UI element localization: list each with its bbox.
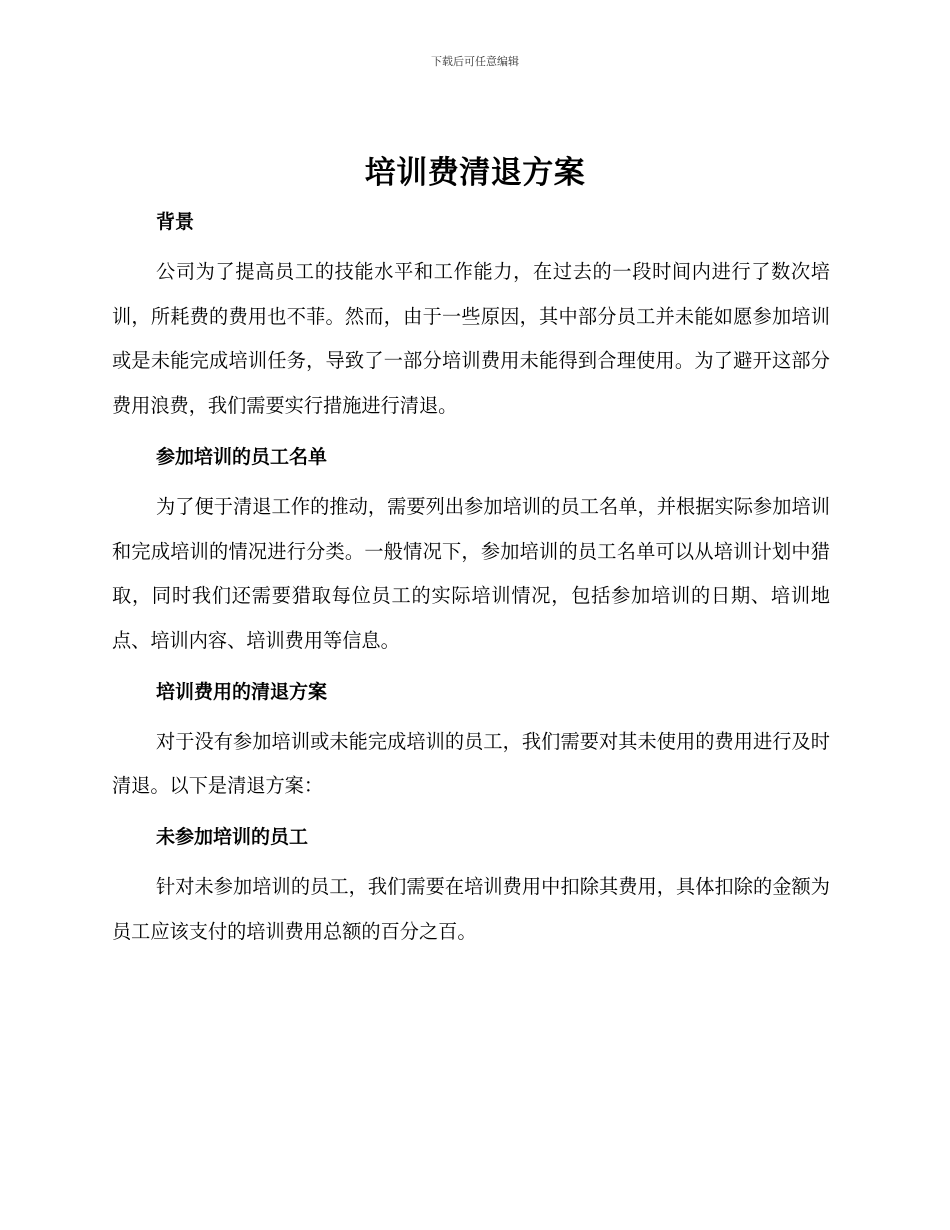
section-refund-plan [112, 670, 830, 809]
section-paragraph: 针对未参加培训的员工，我们需要在培训费用中扣除其费用，具体扣除的金额为员工应该支付的培训费用总额的百分之百。 [112, 875, 830, 943]
section-paragraph: 公司为了提高员工的技能水平和工作能力，在过去的一段时间内进行了数次培训，所耗费的费用也不菲。然而，由于一些原因，其中部分员工并未能如愿参加培训或是未能完成培训任务，导致了一部分培训费用未能得到合理使用。为了避开这部分费用浪费，我们需要实行措施进行清退。 [112, 260, 830, 418]
section-paragraph: 对于没有参加培训或未能完成培训的员工，我们需要对其未使用的费用进行及时清退。以下是清退方案： [112, 729, 830, 798]
document-body [112, 200, 830, 960]
section-heading: 未参加培训的员工 [156, 826, 309, 849]
section-background [112, 200, 830, 429]
section-paragraph: 为了便于清退工作的推动，需要列出参加培训的员工名单，并根据实际参加培训和完成培训的情况进行分类。一般情况下，参加培训的员工名单可以从培训计划中猎取，同时我们还需要猎取每位员工的实际培训情况，包括参加培训的日期、培训地点、培训内容、培训费用等信息。 [112, 494, 830, 652]
section-heading: 背景 [156, 211, 195, 233]
section-heading: 培训费用的清退方案 [156, 680, 328, 703]
document-title: 培训费清退方案 [364, 155, 586, 191]
page-header-note: 下载后可任意编辑 [431, 55, 519, 68]
section-heading: 参加培训的员工名单 [156, 445, 328, 468]
section-non-attendees [112, 815, 830, 954]
section-trainee-list [112, 435, 830, 664]
